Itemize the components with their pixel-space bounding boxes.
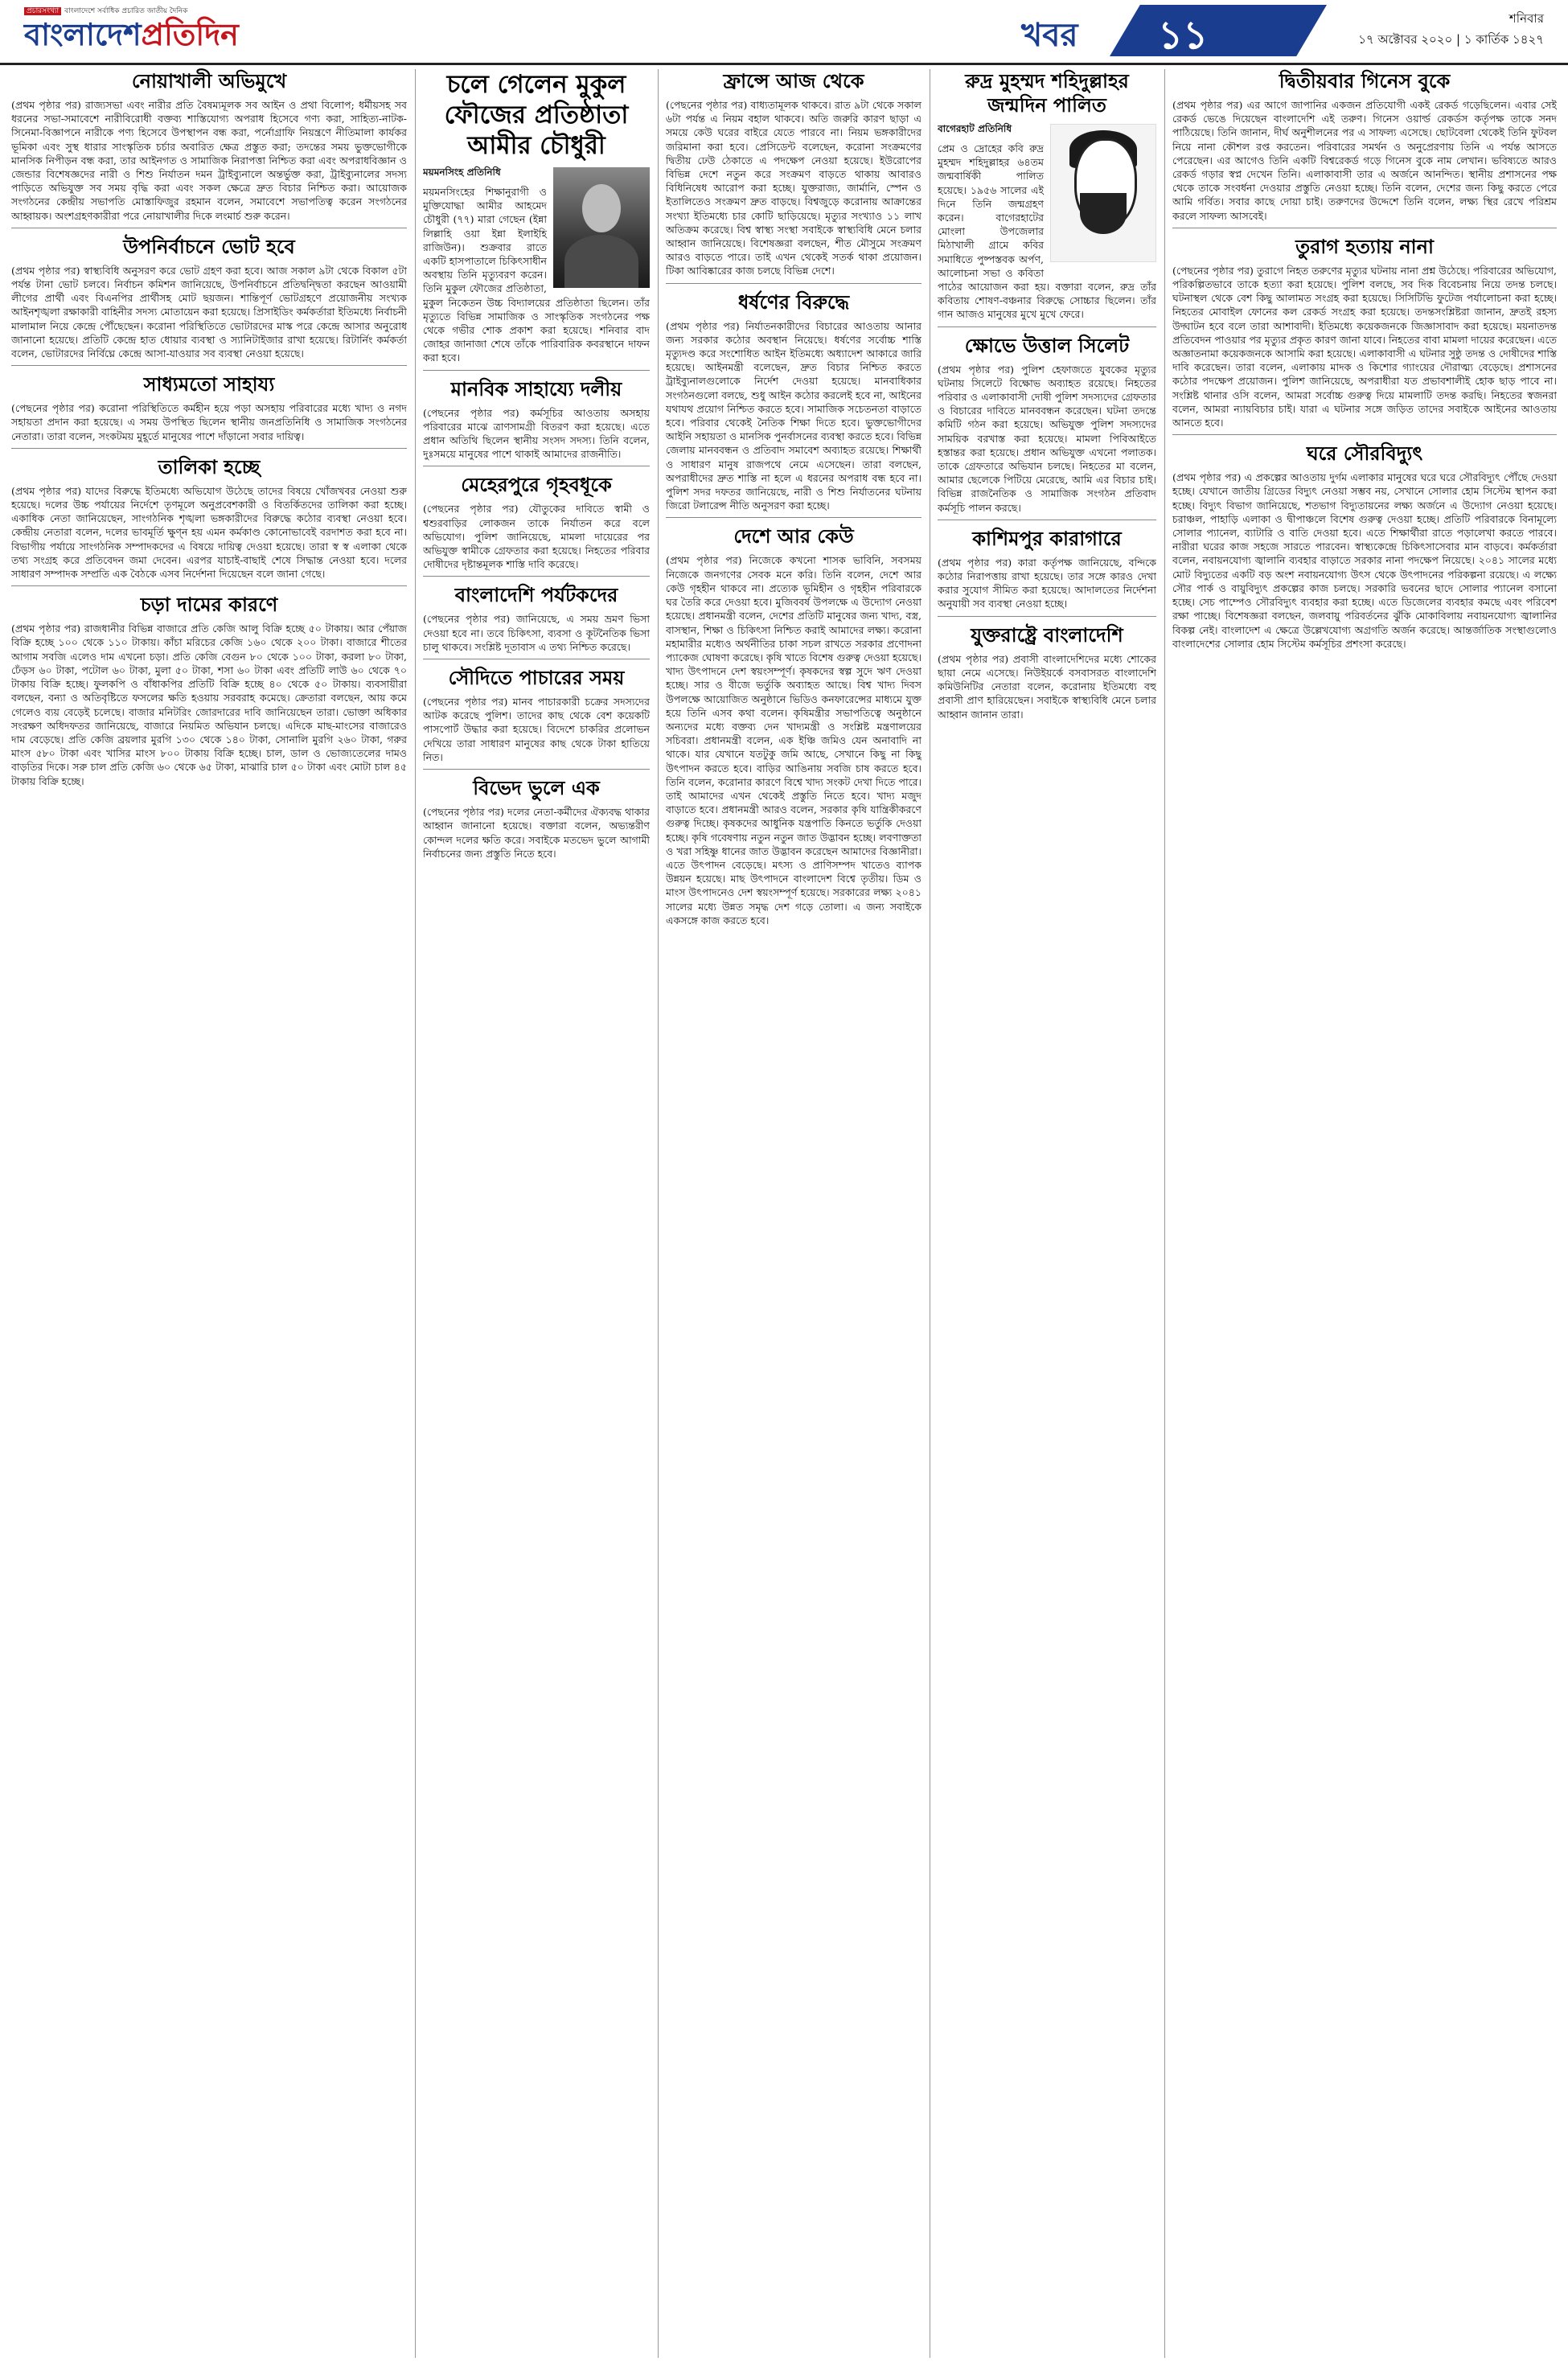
story-body: (প্রথম পৃষ্ঠার পর) এ প্রকল্পের আওতায় দুর্গম এলাকার মানুষের ঘরে ঘরে সৌরবিদ্যুৎ পৌঁছে দেওয়া হচ্ছে। যেখানে জাতীয় গ্রিডের বিদ্যুৎ নেওয়া সম্ভব নয়, সেখানে সোলার হোম সিস্টেম স্থাপন করা হচ্ছে। বিদ্যুৎ বিভাগ জানিয়েছে, শতভাগ বিদ্যুতায়নের লক্ষ্য অর্জনে এ উদ্যোগ নেওয়া হয়েছে। চরাঞ্চল, পাহাড়ি এলাকা ও দ্বীপাঞ্চলে বিশেষ গুরুত্ব দেওয়া হচ্ছে। প্রতিটি পরিবারকে বিনামূল্যে সোলার প্যানেল, ব্যাটারি ও বাতি দেওয়া হবে। এতে শিক্ষার্থীরা রাতে পড়ালেখা করতে পারবে। নারীরা ঘরের কাজ সহজে সারতে পারবেন। স্বাস্থ্যকেন্দ্রে চিকিৎসাসেবার মান বাড়বে। কর্মকর্তারা বলেন, নবায়নযোগ্য জ্বালানি ব্যবহার বাড়াতে সরকার নানা পদক্ষেপ নিয়েছে। ২০৪১ সালের মধ্যে মোট বিদ্যুতের একটি বড় অংশ নবায়নযোগ্য উৎস থেকে উৎপাদনের পরিকল্পনা রয়েছে। এ লক্ষ্যে সৌর পার্ক ও বায়ুবিদ্যুৎ প্রকল্পের কাজ চলছে। সরকারি ভবনের ছাদে সোলার প্যানেল বসানো হচ্ছে। সেচ পাম্পেও সৌরবিদ্যুৎ ব্যবহার করা হচ্ছে। এতে ডিজেলের ব্যবহার কমছে এবং পরিবেশ রক্ষা পাচ্ছে। বিশেষজ্ঞরা বলছেন, জলবায়ু পরিবর্তনের ঝুঁকি মোকাবিলায় নবায়নযোগ্য জ্বালানির বিকল্প নেই। বাংলাদেশ এ ক্ষেত্রে উল্লেখযোগ্য অগ্রগতি অর্জন করেছে। আন্তর্জাতিক সংস্থাগুলোও বাংলাদেশের সোলার হোম সিস্টেম কর্মসূচির প্রশংসা করেছে। [1172, 471, 1557, 650]
newspaper-logo[interactable] [24, 5, 281, 58]
section-arrow-shape [1110, 5, 1327, 56]
headline: কাশিমপুর কারাগারে [972, 527, 1122, 550]
logo-title [24, 17, 281, 52]
section-name: খবর [1021, 17, 1078, 54]
headline: বাংলাদেশি পর্যটকদের [454, 584, 618, 607]
headline: ঘরে সৌরবিদ্যুৎ [1306, 442, 1423, 466]
story-france[interactable] [666, 69, 922, 284]
story-body: (পেছনের পৃষ্ঠার পর) যৌতুকের দাবিতে স্বামী ও শ্বশুরবাড়ির লোকজন তাকে নির্যাতন করে বলে অভিযোগ। পুলিশ জানিয়েছে, মামলা দায়েরের পর অভিযুক্ত স্বামীকে গ্রেফতার করা হয়েছে। নিহতের পরিবার দোষীদের দৃষ্টান্তমূলক শাস্তি দাবি করেছে। [423, 503, 650, 571]
tagline-box: প্রচারসংখ্যা [24, 7, 61, 15]
headline: উপনির্বাচনে ভোট হবে [123, 235, 295, 258]
headline: রুদ্র মুহম্মদ শহিদুল্লাহর জন্মদিন পালিত [965, 70, 1129, 117]
headline: সাধ্যমতো সাহায্য [143, 373, 275, 396]
story-bypoll[interactable] [11, 235, 407, 366]
headline: ধর্ষণের বিরুদ্ধে [737, 290, 850, 314]
story-body: (পেছনের পৃষ্ঠার পর) করোনা পরিস্থিতিতে কর্মহীন হয়ে পড়া অসহায় পরিবারের মধ্যে খাদ্য ও নগদ সহায়তা প্রদান করা হয়েছে। এ সময় উপস্থিত ছিলেন স্থানীয় জনপ্রতিনিধি ও সামাজিক সংগঠনের নেতারা। তারা বলেন, সংকটময় মুহূর্তে মানুষের পাশে দাঁড়ানো সবার দায়িত্ব। [11, 402, 407, 442]
column-5 [1172, 68, 1557, 2360]
headline: দেশে আর কেউ [733, 525, 854, 548]
story-price[interactable] [11, 593, 407, 792]
story-meherpur[interactable] [423, 473, 650, 577]
column-2 [423, 68, 650, 2360]
headline: সৌদিতে পাচারের সময় [448, 667, 625, 690]
story-body: (প্রথম পৃষ্ঠার পর) কারা কর্তৃপক্ষ জানিয়েছে, বন্দিকে কঠোর নিরাপত্তায় রাখা হয়েছে। তার সঙ্গে কারও দেখা করার সুযোগ সীমিত করা হয়েছে। আদালতের নির্দেশনা অনুযায়ী সব ব্যবস্থা নেওয়া হচ্ছে। [938, 556, 1156, 610]
story-body: ময়মনসিংহের শিক্ষানুরাগী ও মুক্তিযোদ্ধা আমীর আহমেদ চৌধুরী (৭৭) মারা গেছেন (ইন্না লিল্লাহি ওয়া ইন্না ইলাইহি রাজিউন)। শুক্রবার রাতে একটি হাসপাতালে চিকিৎসাধীন অবস্থায় তিনি মৃত্যুবরণ করেন। তিনি মুকুল ফৌজের প্রতিষ্ঠাতা, মুকুল নিকেতন উচ্চ বিদ্যালয়ের প্রতিষ্ঠাতা ছিলেন। তাঁর মৃত্যুতে বিভিন্ন সামাজিক ও সাংস্কৃতিক সংগঠনের পক্ষ থেকে গভীর শোক প্রকাশ করা হয়েছে। শনিবার বাদ জোহর জানাজা শেষে তাঁকে পারিবারিক কবরস্থানে দাফন করা হবে। [423, 186, 650, 364]
story-body: (প্রথম পৃষ্ঠার পর) এর আগে জাপানির একজন প্রতিযোগী একই রেকর্ড গড়েছিলেন। এবার সেই রেকর্ড ভেঙে দিয়েছেন বাংলাদেশি এই তরুণ। গিনেস ওয়ার্ল্ড রেকর্ডস কর্তৃপক্ষ তাকে সনদ পাঠিয়েছে। তিনি জানান, দীর্ঘ অনুশীলনের পর এ সাফল্য এসেছে। ছোটবেলা থেকেই তিনি ফুটবল নিয়ে নানা কৌশল রপ্ত করতেন। পরিবারের সমর্থন ও অনুপ্রেরণায় তিনি এ পর্যন্ত আসতে পেরেছেন। এর আগেও তিনি একটি বিশ্বরেকর্ড গড়ে গিনেস বুকে নাম লেখান। ভবিষ্যতে আরও রেকর্ড গড়ার স্বপ্ন দেখেন তিনি। এলাকাবাসী তার এ অর্জনে আনন্দিত। স্থানীয় প্রশাসনের পক্ষ থেকে তাকে সংবর্ধনা দেওয়ার প্রস্তুতি নেওয়া হচ্ছে। তিনি বলেন, দেশের জন্য কিছু করতে পেরে আমি গর্বিত। সবার কাছে দোয়া চাই। তরুণদের উদ্দেশে তিনি বলেন, লক্ষ্য স্থির রেখে পরিশ্রম করলে সাফল্য আসবেই। [1172, 99, 1557, 222]
story-body: (প্রথম পৃষ্ঠার পর) রাজ্যসভা এবং নারীর প্রতি বৈষম্যমূলক সব আইন ও প্রথা বিলোপ; ধর্মীয়সহ সব ধরনের সভা-সমাবেশে নারীবিরোধী বক্তব্য শাস্তিযোগ্য অপরাধ হিসেবে গণ্য করা, সাহিত্য-নাটক-সিনেমা-বিজ্ঞাপনে নারীকে পণ্য হিসেবে উপস্থাপন বন্ধ করা, পর্নোগ্রাফি নিয়ন্ত্রণে নীতিমালা কার্যকর ভূমিকা এবং সুস্থ ধারার সাংস্কৃতিক চর্চার অবারিত ক্ষেত্র প্রস্তুত করা; তদন্তের সময় ভুক্তভোগীকে মানসিক নিপীড়ন বন্ধ করা, তার আইনগত ও সামাজিক নিরাপত্তা নিশ্চিত করা এবং অপরাধবিজ্ঞান ও জেন্ডার বিশেষজ্ঞদের নারী ও শিশু নির্যাতন দমন ট্রাইব্যুনালে অন্তর্ভুক্ত করা, ট্রাইব্যুনালের সদস্য পাড়িতে অভিযুক্ত সব সময় বৃদ্ধি করা এবং সকল ক্ষেত্রে দ্রুত বিচার নিশ্চিত করা। আয়োজক সংগঠনের কেন্দ্রীয় সভাপতি মোস্তাফিজুর রহমান বলেন, সমাবেশে সভাপতিত্ব করেন সংগঠনের আহ্বায়ক। অংশগ্রহণকারীরা পরে নোয়াখালীর দিকে লংমার্চ শুরু করেন। [11, 99, 407, 222]
headline: ক্ষোভে উত্তাল সিলেট [964, 334, 1130, 357]
headline: মেহেরপুরে গৃহবধূকে [461, 474, 612, 497]
story-poet[interactable] [938, 69, 1156, 327]
page-number: ১১ [1158, 13, 1209, 58]
masthead [0, 0, 1568, 65]
dateline-day: শনিবার [1508, 11, 1544, 26]
column-divider [1164, 69, 1165, 2358]
story-usa[interactable] [938, 623, 1156, 726]
story-body: (পেছনের পৃষ্ঠার পর) মানব পাচারকারী চক্রের সদস্যদের আটক করেছে পুলিশ। তাদের কাছ থেকে বেশ কয়েকটি পাসপোর্ট উদ্ধার করা হয়েছে। বিদেশে চাকরির প্রলোভন দেখিয়ে তারা সাধারণ মানুষের কাছ থেকে টাকা হাতিয়ে নিত। [423, 696, 650, 763]
story-body: (পেছনের পৃষ্ঠার পর) তুরাগে নিহত তরুণের মৃত্যুর ঘটনায় নানা প্রশ্ন উঠেছে। পরিবারের অভিযোগ, পরিকল্পিতভাবে তাকে হত্যা করা হয়েছে। পুলিশ বলছে, সব দিক বিবেচনায় নিয়ে তদন্ত চলছে। ঘটনাস্থল থেকে বেশ কিছু আলামত সংগ্রহ করা হয়েছে। সিসিটিভি ফুটেজ পর্যালোচনা করা হচ্ছে। নিহতের মোবাইল ফোনের কল রেকর্ড সংগ্রহ করা হয়েছে। তদন্তসংশ্লিষ্টরা জানান, দ্রুতই রহস্য উদ্ঘাটন হবে বলে তারা আশাবাদী। ইতিমধ্যে কয়েকজনকে জিজ্ঞাসাবাদ করা হয়েছে। ময়নাতদন্ত প্রতিবেদন পাওয়ার পর মৃত্যুর প্রকৃত কারণ জানা যাবে। নিহতের বাবা মামলা দায়ের করেছেন। এতে অজ্ঞাতনামা কয়েকজনকে আসামি করা হয়েছে। এলাকাবাসী এ ঘটনার সুষ্ঠু তদন্ত ও দোষীদের শাস্তি দাবি করেছেন। তারা বলেন, এলাকায় মাদক ও কিশোর গ্যাংয়ের দৌরাত্ম্য বেড়েছে। প্রশাসনের কঠোর পদক্ষেপ প্রয়োজন। পুলিশ জানিয়েছে, অপরাধীরা যত প্রভাবশালীই হোক ছাড় পাবে না। সংশ্লিষ্ট থানার ওসি বলেন, আমরা সর্বোচ্চ গুরুত্ব দিয়ে মামলাটি তদন্ত করছি। নিহতের স্বজনরা বলেন, আমরা ন্যায়বিচার চাই। যারা এ ঘটনার সঙ্গে জড়িত তাদের সবাইকে আইনের আওতায় আনতে হবে। [1172, 264, 1557, 429]
headline: নোয়াখালী অভিমুখে [131, 70, 287, 92]
story-body: (পেছনের পৃষ্ঠার পর) কর্মসূচির আওতায় অসহায় পরিবারের মাঝে ত্রাণসামগ্রী বিতরণ করা হয়েছে। এতে প্রধান অতিথি ছিলেন স্থানীয় সংসদ সদস্য। তিনি বলেন, দুঃসময়ে মানুষের পাশে থাকাই আমাদের রাজনীতি। [423, 406, 650, 461]
headline: তালিকা হচ্ছে [158, 455, 261, 478]
story-sylhet[interactable] [938, 334, 1156, 520]
column-1 [11, 68, 407, 2360]
column-3 [666, 68, 922, 2360]
story-country[interactable] [666, 524, 922, 931]
byline: বাগেরহাট প্রতিনিধি [938, 123, 1012, 134]
story-tourists[interactable] [423, 583, 650, 659]
story-body: (প্রথম পৃষ্ঠার পর) রাজধানীর বিভিন্ন বাজারে প্রতি কেজি আলু বিক্রি হচ্ছে ৫০ টাকায়। আর পেঁয়াজ বিক্রি হচ্ছে ১০০ থেকে ১১০ টাকায়। কাঁচা মরিচের কেজি ১৬০ থেকে ২০০ টাকা। বাজারে শীতের আগাম সবজি এলেও দাম এখনো চড়া। প্রতি কেজি বেগুন ৮০ থেকে ১০০ টাকা, করলা ৮০ টাকা, ঢেঁড়স ৬০ টাকা, পটোল ৬০ টাকা, মুলা ৫০ টাকা, শসা ৬০ টাকা এবং প্রতিটি লাউ ৬০ থেকে ৭০ টাকায় বিক্রি হচ্ছে। ফুলকপি ও বাঁধাকপির প্রতিটি বিক্রি হচ্ছে ৪০ থেকে ৫০ টাকায়। ব্যবসায়ীরা বলছেন, বন্যা ও অতিবৃষ্টিতে ফসলের ক্ষতি হওয়ায় সরবরাহ কমেছে। ক্রেতারা বলছেন, আয় কমে গেলেও ব্যয় বেড়েই চলেছে। বাজার মনিটরিং জোরদারের দাবি জানিয়েছেন তারা। ভোক্তা অধিকার সংরক্ষণ অধিদফতর জানিয়েছে, বাজারে নিয়মিত অভিযান চলছে। এদিকে মাছ-মাংসের বাজারেও দাম বেড়েছে। প্রতি কেজি ব্রয়লার মুরগি ১৩০ থেকে ১৪০ টাকা, সোনালি মুরগি ২৬০ টাকা, গরুর মাংস ৫৮০ টাকা এবং খাসির মাংস ৮০০ টাকায় বিক্রি হচ্ছে। চাল, ডাল ও ভোজ্যতেলের দামও বাড়তির দিকে। সরু চাল প্রতি কেজি ৬০ থেকে ৬৫ টাকা, মাঝারি চাল ৫০ টাকা এবং মোটা চাল ৪৫ টাকায় বিক্রি হচ্ছে। [11, 622, 407, 787]
story-noakhali[interactable] [11, 69, 407, 228]
story-aid[interactable] [11, 372, 407, 449]
story-relief[interactable] [423, 377, 650, 467]
portrait-photo [553, 167, 650, 288]
story-power[interactable] [1172, 442, 1557, 655]
story-body: (প্রথম পৃষ্ঠার পর) নিজেকে কখনো শাসক ভাবিনি, সবসময় নিজেকে জনগণের সেবক মনে করি। তিনি বলেন, দেশে আর কেউ গৃহহীন থাকবে না। প্রত্যেক ভূমিহীন ও গৃহহীন পরিবারকে ঘর তৈরি করে দেওয়া হবে। মুজিববর্ষ উপলক্ষে এ উদ্যোগ নেওয়া হয়েছে। প্রধানমন্ত্রী বলেন, দেশের প্রতিটি মানুষের জন্য খাদ্য, বস্ত্র, বাসস্থান, শিক্ষা ও চিকিৎসা নিশ্চিত করাই আমাদের লক্ষ্য। করোনা মহামারীর মধ্যেও অর্থনীতির চাকা সচল রাখতে সরকার প্রণোদনা প্যাকেজ ঘোষণা করেছে। কৃষি খাতে বিশেষ গুরুত্ব দেওয়া হয়েছে। খাদ্য উৎপাদনে দেশ স্বয়ংসম্পূর্ণ। কৃষকদের স্বল্প সুদে ঋণ দেওয়া হচ্ছে। সার ও বীজে ভর্তুকি অব্যাহত আছে। বিশ্ব খাদ্য দিবস উপলক্ষে আয়োজিত অনুষ্ঠানে ভিডিও কনফারেন্সের মাধ্যমে যুক্ত হয়ে তিনি এসব কথা বলেন। কৃষিমন্ত্রীর সভাপতিত্বে অনুষ্ঠানে অন্যদের মধ্যে বক্তব্য দেন খাদ্যমন্ত্রী ও সংশ্লিষ্ট মন্ত্রণালয়ের সচিবরা। প্রধানমন্ত্রী বলেন, এক ইঞ্চি জমিও যেন অনাবাদি না থাকে। যার যেখানে যতটুকু জমি আছে, সেখানে কিছু না কিছু উৎপাদন করতে হবে। বাড়ির আঙিনায় সবজি চাষ করতে হবে। তিনি বলেন, করোনার কারণে বিশ্বে খাদ্য সংকট দেখা দিতে পারে। তাই আমাদের এখন থেকেই প্রস্তুতি নিতে হবে। খাদ্য মজুদ বাড়াতে হবে। প্রধানমন্ত্রী আরও বলেন, সরকার কৃষি যান্ত্রিকীকরণে গুরুত্ব দিচ্ছে। কৃষকদের আধুনিক যন্ত্রপাতি কিনতে ভর্তুকি দেওয়া হচ্ছে। কৃষি গবেষণায় নতুন নতুন জাত উদ্ভাবন হচ্ছে। লবণাক্ততা ও খরা সহিষ্ণু ধানের জাত উদ্ভাবন করেছেন আমাদের বিজ্ঞানীরা। এতে উৎপাদন বেড়েছে। মৎস্য ও প্রাণিসম্পদ খাতেও ব্যাপক উন্নয়ন হয়েছে। মাছ উৎপাদনে বাংলাদেশ বিশ্বে তৃতীয়। ডিম ও মাংস উৎপাদনেও দেশ স্বয়ংসম্পূর্ণ হয়েছে। সরকারের লক্ষ্য ২০৪১ সালের মধ্যে উন্নত সমৃদ্ধ দেশ গড়ে তোলা। এ জন্য সবাইকে একসঙ্গে কাজ করতে হবে। [666, 554, 922, 926]
story-body: (প্রথম পৃষ্ঠার পর) পুলিশ হেফাজতে যুবকের মৃত্যুর ঘটনায় সিলেটে বিক্ষোভ অব্যাহত রয়েছে। নিহতের পরিবার ও এলাকাবাসী দোষী পুলিশ সদস্যদের গ্রেফতার ও বিচারের দাবিতে মানববন্ধন করেছেন। ঘটনা তদন্তে কমিটি গঠন করা হয়েছে। অভিযুক্ত পুলিশ সদস্যদের সাময়িক বরখাস্ত করা হয়েছে। মামলা পিবিআইতে হস্তান্তর করা হয়েছে। প্রধান অভিযুক্ত এখনো পলাতক। তাকে গ্রেফতারে অভিযান চলছে। নিহতের মা বলেন, আমার ছেলেকে পিটিয়ে মেরেছে, আমি এর বিচার চাই। বিভিন্ন রাজনৈতিক ও সামাজিক সংগঠন প্রতিবাদ কর্মসূচি পালন করছে। [938, 363, 1156, 514]
story-body: (পেছনের পৃষ্ঠার পর) বাধ্যতামূলক থাকবে। রাত ৯টা থেকে সকাল ৬টা পর্যন্ত এ নিয়ম বহাল থাকবে। অতি জরুরি কারণ ছাড়া এ সময়ে কেউ ঘরের বাইরে যেতে পারবে না। নিয়ম ভঙ্গকারীদের জরিমানা করা হবে। প্রেসিডেন্ট বলেছেন, করোনা সংক্রমণের দ্বিতীয় ঢেউ ঠেকাতে এ পদক্ষেপ নেওয়া হয়েছে। ইউরোপের বিভিন্ন দেশে নতুন করে সংক্রমণ বাড়তে থাকায় আবারও বিধিনিষেধ আরোপ করা হচ্ছে। যুক্তরাজ্য, জার্মানি, স্পেন ও ইতালিতেও সংক্রমণ দ্রুত বাড়ছে। বিশ্বজুড়ে করোনায় আক্রান্তের সংখ্যা ইতিমধ্যে চার কোটি ছাড়িয়েছে। মৃত্যুর সংখ্যাও ১১ লাখ অতিক্রম করেছে। বিশ্ব স্বাস্থ্য সংস্থা সবাইকে স্বাস্থ্যবিধি মেনে চলার আহ্বান জানিয়েছে। বিশেষজ্ঞরা বলছেন, শীত মৌসুমে সংক্রমণ আরও বাড়তে পারে। তাই এখন থেকেই সতর্ক থাকা প্রয়োজন। টিকা আবিষ্কারের কাজ চলছে বিভিন্ন দেশে। [666, 99, 922, 277]
logo-tagline: প্রচারসংখ্যা বাংলাদেশে সর্বাধিক প্রচারিত জাতীয় দৈনিক [24, 5, 281, 17]
column-4 [938, 68, 1156, 2360]
story-guinness[interactable] [1172, 69, 1557, 228]
story-body: (পেছনের পৃষ্ঠার পর) জানিয়েছে, এ সময় ভ্রমণ ভিসা দেওয়া হবে না। তবে চিকিৎসা, ব্যবসা ও কূটনৈতিক ভিসা চালু থাকবে। সংশ্লিষ্ট দূতাবাস এ তথ্য নিশ্চিত করেছে। [423, 613, 650, 653]
headline: মানবিক সাহায্যে দলীয় [450, 377, 622, 400]
story-ture[interactable] [1172, 235, 1557, 435]
story-mukul[interactable] [423, 69, 650, 371]
poet-sketch [1050, 124, 1156, 262]
story-mistake[interactable] [423, 776, 650, 865]
headline: দ্বিতীয়বার গিনেস বুকে [1279, 70, 1451, 92]
story-body: (প্রথম পৃষ্ঠার পর) প্রবাসী বাংলাদেশিদের মধ্যে শোকের ছায়া নেমে এসেছে। নিউইয়র্কে বসবাসরত বাংলাদেশি কমিউনিটির নেতারা বলেন, করোনায় ইতিমধ্যে বহু প্রবাসী প্রাণ হারিয়েছেন। সবাইকে স্বাস্থ্যবিধি মেনে চলার আহ্বান জানান তারা। [938, 652, 1156, 721]
headline: বিভেদ ভুলে এক [473, 777, 600, 800]
story-body: (প্রথম পৃষ্ঠার পর) নির্যাতনকারীদের বিচারের আওতায় আনার জন্য সরকার কঠোর অবস্থান নিয়েছে। ধর্ষণের সর্বোচ্চ শাস্তি মৃত্যুদণ্ড করে সংশোধিত আইন ইতিমধ্যে অধ্যাদেশ আকারে জারি হয়েছে। আইনমন্ত্রী বলেছেন, দ্রুত বিচার নিশ্চিত করতে ট্রাইব্যুনালগুলোকে নির্দেশ দেওয়া হয়েছে। মানবাধিকার সংগঠনগুলো বলছে, শুধু আইন কঠোর করলেই হবে না, আইনের যথাযথ প্রয়োগ নিশ্চিত করতে হবে। সামাজিক সচেতনতা বাড়াতে হবে। পরিবার থেকেই নৈতিক শিক্ষা দিতে হবে। ভুক্তভোগীদের আইনি সহায়তা ও মানসিক পুনর্বাসনের ব্যবস্থা করতে হবে। বিভিন্ন জেলায় মানববন্ধন ও প্রতিবাদ সমাবেশ অব্যাহত রয়েছে। শিক্ষার্থী ও সাধারণ মানুষ রাজপথে নেমে এসেছেন। তারা বলছেন, অপরাধীদের দ্রুত শাস্তি না হলে এ ধরনের অপরাধ বন্ধ হবে না। পুলিশ সদর দফতর জানিয়েছে, নারী ও শিশু নির্যাতনের ঘটনায় জিরো টলারেন্স নীতি অনুসরণ করা হচ্ছে। [666, 319, 922, 512]
headline: ফ্রান্সে আজ থেকে [723, 70, 864, 92]
story-list[interactable] [11, 455, 407, 586]
byline: ময়মনসিংহ প্রতিনিধি [423, 166, 501, 178]
story-rape[interactable] [666, 290, 922, 519]
story-body: (প্রথম পৃষ্ঠার পর) যাদের বিরুদ্ধে ইতিমধ্যে অভিযোগ উঠেছে তাদের বিষয়ে খোঁজখবর নেওয়া শুরু হয়েছে। দলের উচ্চ পর্যায়ের নির্দেশে তৃণমূলে অনুপ্রবেশকারী ও বিতর্কিতদের তালিকা করা হচ্ছে। একাধিক নেতা জানিয়েছেন, সাংগঠনিক শৃঙ্খলা ভঙ্গকারীদের বিরুদ্ধে কঠোর ব্যবস্থা নেওয়া হবে। কেন্দ্রীয় নেতারা বলেন, দলের ভাবমূর্তি ক্ষুণ্ন হয় এমন কর্মকাণ্ড কোনোভাবেই বরদাশত করা হবে না। বিভাগীয় পর্যায়ে সাংগঠনিক সম্পাদকদের এ বিষয়ে দায়িত্ব দেওয়া হয়েছে। তারা স্ব স্ব এলাকা থেকে তথ্য সংগ্রহ করে প্রতিবেদন জমা দেবেন। এরপর যাচাই-বাছাই শেষে সিদ্ধান্ত নেওয়া হবে। দলের সাধারণ সম্পাদক সম্প্রতি এক বৈঠকে এসব নির্দেশনা দিয়েছেন বলে জানা গেছে। [11, 484, 407, 581]
column-divider [415, 69, 416, 2358]
headline: চলে গেলেন মুকুল ফৌজের প্রতিষ্ঠাতা আমীর চৌধুরী [444, 70, 629, 160]
story-body: (প্রথম পৃষ্ঠার পর) স্বাস্থ্যবিধি অনুসরণ করে ভোট গ্রহণ করা হবে। আজ সকাল ৯টা থেকে বিকাল ৫টা পর্যন্ত টানা ভোট চলবে। নির্বাচন কমিশন জানিয়েছে, উপনির্বাচনে প্রতিদ্বন্দ্বিতা করছেন আওয়ামী লীগের প্রার্থী এবং বিএনপির প্রার্থীসহ মোট ছয়জন। শান্তিপূর্ণ ভোটগ্রহণে প্রয়োজনীয় সংখ্যক আইনশৃঙ্খলা রক্ষাকারী বাহিনীর সদস্য মোতায়েন করা হয়েছে। প্রিসাইডিং কর্মকর্তারা ইতিমধ্যে নির্বাচনী মালামাল নিয়ে কেন্দ্রে পৌঁছেছেন। করোনা পরিস্থিতিতে ভোটারদের মাস্ক পরে কেন্দ্রে আসার অনুরোধ জানানো হয়েছে। প্রতিটি কেন্দ্রে হাত ধোয়ার ব্যবস্থা ও স্যানিটাইজার রাখা হয়েছে। রিটার্নিং কর্মকর্তা বলেন, ভোটারদের নির্বিঘ্নে কেন্দ্রে আসা-যাওয়ার সব ব্যবস্থা নেওয়া হয়েছে। [11, 264, 407, 360]
headline: যুক্তরাষ্ট্রে বাংলাদেশি [971, 623, 1123, 647]
column-divider [658, 69, 659, 2358]
logo-part1: বাংলাদেশ [24, 17, 142, 52]
dateline-date: ১৭ অক্টোবর ২০২০ | ১ কার্তিক ১৪২৭ [1358, 32, 1544, 47]
dateline [1358, 8, 1544, 50]
headline: তুরাগ হত্যায় নানা [1295, 235, 1434, 258]
headline: চড়া দামের কারণে [140, 594, 278, 617]
story-body: প্রেম ও দ্রোহের কবি রুদ্র মুহম্মদ শহিদুল্লাহর ৬৪তম জন্মবার্ষিকী পালিত হয়েছে। ১৯৫৬ সালের এই দিনে তিনি জন্মগ্রহণ করেন। বাগেরহাটের মোংলা উপজেলার মিঠাখালী গ্রামে কবির সমাধিতে পুষ্পস্তবক অর্পণ, আলোচনা সভা ও কবিতা পাঠের আয়োজন করা হয়। বক্তারা বলেন, রুদ্র তাঁর কবিতায় শোষণ-বঞ্চনার বিরুদ্ধে সোচ্চার ছিলেন। তাঁর গান আজও মানুষের মুখে মুখে ফেরে। [938, 142, 1156, 321]
logo-part2: প্রতিদিন [141, 17, 239, 52]
story-kashimpur[interactable] [938, 527, 1156, 617]
story-saudi[interactable] [423, 666, 650, 770]
story-body: (পেছনের পৃষ্ঠার পর) দলের নেতা-কর্মীদের ঐক্যবদ্ধ থাকার আহ্বান জানানো হয়েছে। বক্তারা বলেন, অভ্যন্তরীণ কোন্দল দলের ক্ষতি করে। সবাইকে মতভেদ ভুলে আগামী নির্বাচনের জন্য প্রস্তুতি নিতে হবে। [423, 806, 650, 860]
section-badge [1021, 5, 1367, 56]
